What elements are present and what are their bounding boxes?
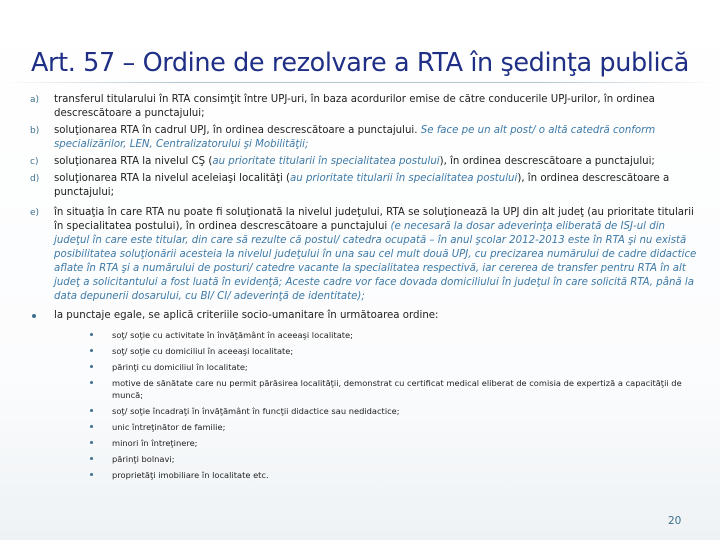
criteria-text: părinţi bolnavi; (112, 454, 175, 464)
bullet-icon (90, 381, 93, 384)
item-note: au prioritate titularii în specialitatea postului (290, 173, 518, 184)
criteria-item (90, 421, 702, 433)
bullet-icon (90, 349, 93, 352)
slide-title: Art. 57 – Ordine de rezolvare a RTA în şedinţa publică (31, 48, 689, 78)
list-marker: a) (30, 95, 40, 105)
list-item-d (30, 172, 702, 200)
criteria-item (90, 345, 702, 357)
criteria-item (90, 405, 702, 417)
list-item-a (30, 93, 702, 121)
criteria-item (90, 361, 702, 373)
item-text: în situaţia în care RTA nu poate fi soluţionată la nivelul judeţului, RTA se soluţionează la UPJ din alt judeţ (au prioritate titularii în specialitatea postului), în ordinea descrescătoare a punctajului (54, 207, 694, 232)
criteria-text: unic întreţinător de familie; (112, 422, 226, 432)
bullet-icon (90, 457, 93, 460)
list-marker: b) (30, 126, 40, 136)
criteria-text: soţ/ soţie cu domiciliul în aceeaşi localitate; (112, 346, 294, 356)
criteria-item (90, 329, 702, 341)
bullet-icon (90, 441, 93, 444)
criteria-item (90, 437, 702, 449)
criteria-text: minori în întreţinere; (112, 438, 198, 448)
item-note: au prioritate titularii în specialitatea postului (212, 156, 440, 167)
criteria-text: proprietăţi imobiliare în localitate etc. (112, 470, 269, 480)
bullet-icon (90, 365, 93, 368)
item-note: Se face pe un alt post/ o altă catedră conform specializărilor, LEN, Centralizatorului şi Mobilităţii; (54, 125, 656, 150)
item-text-before: soluţionarea RTA la nivelul aceleiaşi localităţi ( (54, 173, 291, 184)
item-text: soluţionarea RTA în cadrul UPJ, în ordinea descrescătoare a punctajului. (54, 125, 421, 136)
bullet-icon (32, 314, 36, 318)
criteria-text: motive de sănătate care nu permit părăsirea localităţii, demonstrat cu certificat medical eliberat de comisia de expertiză a capacităţii de muncă; (112, 378, 682, 400)
item-text-after: ), în ordinea descrescătoare a punctajului; (54, 173, 670, 198)
list-marker: c) (30, 157, 39, 167)
criteria-list (30, 329, 702, 481)
list-item-equal-scores (30, 309, 702, 323)
list-marker: e) (30, 208, 40, 218)
bullet-icon (90, 473, 93, 476)
page-number: 20 (668, 515, 682, 527)
list-item-b (30, 124, 702, 152)
list-marker: d) (30, 174, 40, 184)
bullet-icon (90, 409, 93, 412)
bullet-icon (90, 333, 93, 336)
title-divider (0, 82, 720, 83)
item-text-before: soluţionarea RTA la nivelul CŞ ( (54, 156, 213, 167)
item-text: transferul titularului în RTA consimţit între UPJ-uri, în baza acordurilor emise de către conducerile UPJ-urilor, în ordinea descrescătoare a punctajului; (54, 94, 655, 119)
criteria-text: soţ/ soţie încadraţi în învăţământ în funcţii didactice sau nedidactice; (112, 406, 400, 416)
criteria-item (90, 377, 702, 401)
item-note: (e necesară la dosar adeverinţa eliberată de ISJ-ul din judeţul în care este titular, din care să rezulte că postul/ catedra ocupată – în anul şcolar 2012-2013 este în RTA şi nu există posibilitatea soluţionării acesteia la nivelul judeţului în una sau cel mult două UPJ, cu precizarea numărului de cadre didactice aflate în RTA şi a numărului de posturi/ catedre vacante la specialitatea respectivă, iar cererea de transfer pentru RTA în alt judeţ a solicitantului a fost luată în evidenţă; Aceste cadre vor face dovada domiciliului în judeţul în care solicită RTA, până la data depunerii dosarului, cu BI/ CI/ adeverinţă de identitate); (54, 221, 697, 302)
bullet-icon (90, 425, 93, 428)
criteria-item (90, 469, 702, 481)
item-text: la punctaje egale, se aplică criteriile socio-umanitare în următoarea ordine: (54, 310, 439, 321)
slide-content (30, 93, 702, 485)
list-item-e (30, 206, 702, 304)
criteria-text: soţ/ soţie cu activitate în învăţământ în aceeaşi localitate; (112, 330, 353, 340)
item-text-after: ), în ordinea descrescătoare a punctajului; (439, 156, 655, 167)
criteria-text: părinţi cu domiciliul în localitate; (112, 362, 248, 372)
list-item-c (30, 155, 702, 169)
criteria-item (90, 453, 702, 465)
